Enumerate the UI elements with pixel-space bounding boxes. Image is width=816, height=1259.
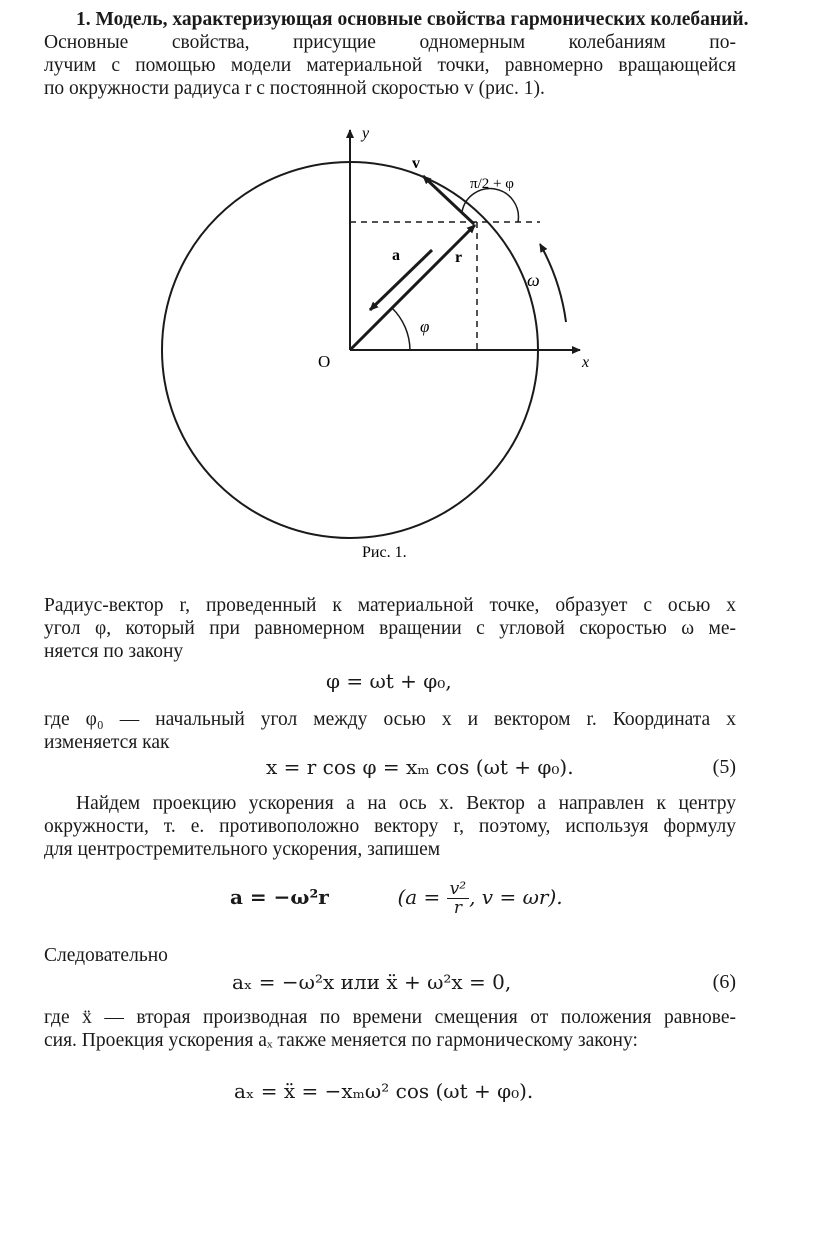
eq-a-paren-open: (a =: [397, 885, 447, 909]
phi-label: φ: [420, 317, 430, 336]
section-heading: 1. Модель, характеризующая основные свойства гармонических колебаний.: [76, 9, 749, 30]
p1-line-3: няется по закону: [44, 641, 184, 662]
p3-line-2: окружности, т. е. противоположно вектору r, поэтому, используя формулу: [44, 816, 736, 837]
p3-line-1: Найдем проекцию ускорения a на ось x. Вектор a направлен к центру: [76, 793, 736, 814]
fraction-v2-over-r: [447, 880, 469, 917]
equation-5: x = r cos φ = xₘ cos (ωt + φ₀).: [266, 755, 574, 779]
intro-line-2: Основные свойства, присущие одномерным колебаниям по-: [44, 32, 736, 53]
phi-angle-arc: [392, 308, 410, 350]
paragraph-1: [44, 594, 736, 663]
p4-line-1: Следовательно: [44, 945, 168, 966]
fraction-numerator: v²: [447, 880, 469, 899]
intro-paragraph: [44, 8, 749, 100]
eq-a-paren-rest: , v = ωr).: [469, 885, 563, 909]
intro-line-1: [44, 8, 749, 31]
equation-6: aₓ = −ω²x или ẍ + ω²x = 0,: [232, 970, 512, 994]
equation-acceleration: [230, 880, 563, 917]
y-axis-label: y: [362, 125, 370, 142]
figure-caption: Рис. 1.: [362, 544, 407, 561]
x-axis-label: x: [582, 354, 590, 371]
equation-last: aₓ = ẍ = −xₘω² cos (ωt + φ₀).: [234, 1079, 534, 1103]
paragraph-3: [44, 792, 736, 861]
radius-vector-r: [350, 225, 475, 350]
origin-label: O: [318, 352, 331, 371]
omega-rotation-arrow: [540, 244, 566, 322]
eq-a-left: a = −ω²r: [230, 885, 329, 909]
paragraph-5: [44, 1006, 736, 1052]
a-label: a: [392, 247, 400, 264]
r-label: r: [455, 249, 463, 266]
p2-line-2: изменяется как: [44, 732, 170, 753]
paragraph-2: [44, 708, 736, 754]
fraction-denominator: r: [453, 898, 462, 918]
p1-line-1: Радиус-вектор r, проведенный к материальной точке, образует с осью x: [44, 595, 736, 616]
p5-line-1: где ẍ — вторая производная по времени смещения от положения равнове-: [44, 1007, 736, 1028]
figure-1: [0, 110, 816, 570]
p3-line-3: для центростремительного ускорения, запишем: [44, 839, 441, 860]
omega-label: ω: [527, 270, 540, 290]
v-label: v: [412, 155, 420, 172]
equation-phi: φ = ωt + φ₀,: [326, 669, 452, 693]
equation-5-number: (5): [712, 756, 736, 778]
p5-line-2: сия. Проекция ускорения aₓ также меняется по гармоническому закону:: [44, 1030, 638, 1051]
p1-line-2: угол φ, который при равномерном вращении с угловой скоростью ω ме-: [44, 618, 736, 639]
angle-label: π/2 + φ: [470, 176, 514, 192]
p2-line-1: где φ₀ — начальный угол между осью x и вектором r. Координата x: [44, 709, 736, 730]
equation-6-number: (6): [712, 971, 736, 993]
intro-line-3: лучим с помощью модели материальной точки, равномерно вращающейся: [44, 55, 736, 76]
intro-line-4: по окружности радиуса r с постоянной скоростью v (рис. 1).: [44, 78, 545, 99]
paragraph-4: [44, 944, 736, 967]
